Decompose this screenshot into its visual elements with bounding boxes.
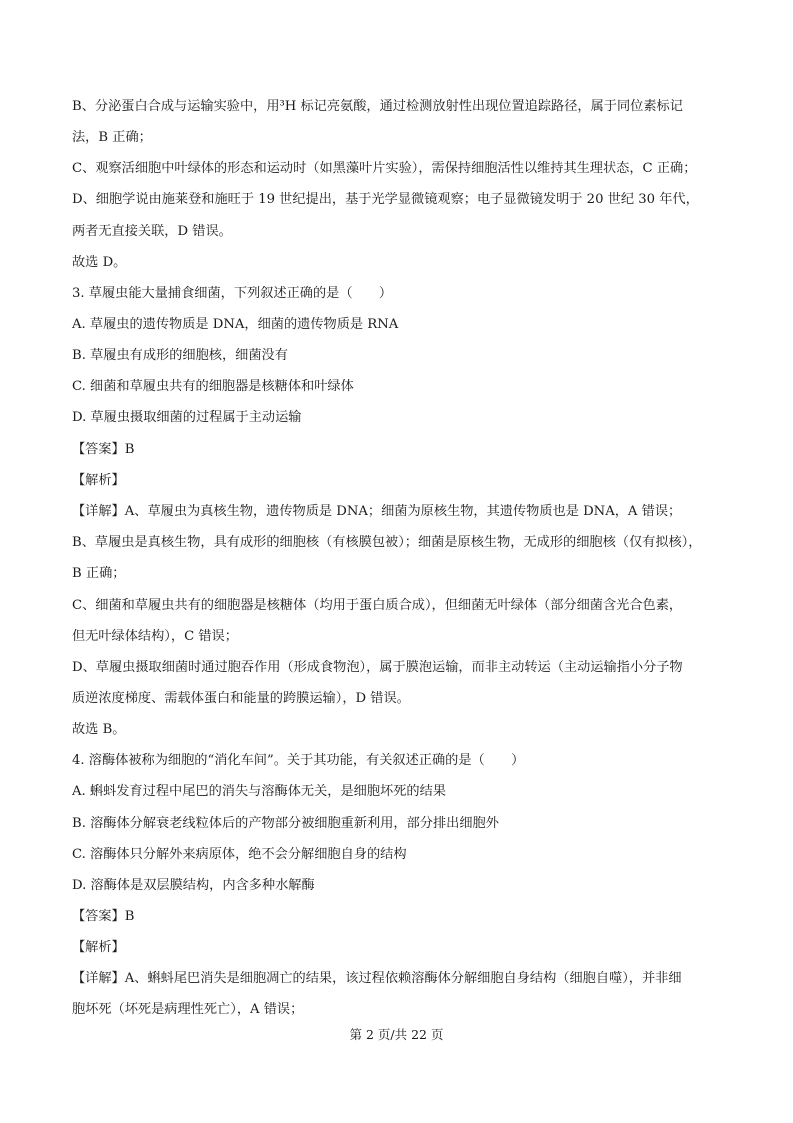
- text-line: C. 溶酶体只分解外来病原体，绝不会分解细胞自身的结构: [72, 847, 407, 862]
- text-line: 4. 溶酶体被称为细胞的“消化车间”。关于其功能，有关叙述正确的是（ ）: [72, 753, 525, 768]
- text-line: A. 草履虫的遗传物质是 DNA，细菌的遗传物质是 RNA: [72, 317, 399, 332]
- text-line: B. 草履虫有成形的细胞核，细菌没有: [72, 348, 288, 363]
- text-line: B、草履虫是真核生物，具有成形的细胞核（有核膜包被）；细菌是原核生物，无成形的细胞核（仅有拟核），: [72, 535, 702, 550]
- text-line: B. 溶酶体分解衰老线粒体后的产物部分被细胞重新利用，部分排出细胞外: [72, 816, 499, 831]
- text-line: 【详解】A、草履虫为真核生物，遗传物质是 DNA；细菌为原核生物，其遗传物质也是 DNA，A 错误；: [72, 504, 682, 519]
- text-line: A. 蝌蚪发育过程中尾巴的消失与溶酶体无关，是细胞坏死的结果: [72, 784, 446, 799]
- text-line: 【答案】B: [72, 909, 135, 924]
- text-line: 3. 草履虫能大量捕食细菌，下列叙述正确的是（ ）: [72, 286, 393, 301]
- text-line: 【答案】B: [72, 442, 135, 457]
- text-line: 但无叶绿体结构），C 错误；: [72, 629, 238, 644]
- text-line: D. 草履虫摄取细菌的过程属于主动运输: [72, 410, 302, 425]
- text-line: 【解析】: [72, 473, 125, 488]
- text-line: C、观察活细胞中叶绿体的形态和运动时（如黑藻叶片实验），需保持细胞活性以维持其生理状态，C 正确；: [72, 161, 697, 176]
- text-line: 胞坏死（坏死是病理性死亡），A 错误；: [72, 1002, 304, 1017]
- text-line: 质逆浓度梯度、需载体蛋白和能量的跨膜运输），D 错误。: [72, 691, 410, 706]
- text-line: 故选 B。: [72, 722, 126, 737]
- text-line: B、分泌蛋白合成与运输实验中，用³H 标记亮氨酸，通过检测放射性出现位置追踪路径，属于同位素标记: [72, 99, 683, 114]
- page-footer: 第 2 页/共 22 页: [349, 1027, 444, 1042]
- text-line: D、草履虫摄取细菌时通过胞吞作用（形成食物泡），属于膜泡运输，而非主动转运（主动运输指小分子物: [72, 660, 683, 675]
- text-line: C. 细菌和草履虫共有的细胞器是核糖体和叶绿体: [72, 379, 354, 394]
- text-line: 【详解】A、蝌蚪尾巴消失是细胞凋亡的结果，该过程依赖溶酶体分解细胞自身结构（细胞自噬），并非细: [72, 971, 682, 986]
- text-line: 【解析】: [72, 940, 125, 955]
- text-line: C、细菌和草履虫共有的细胞器是核糖体（均用于蛋白质合成），但细菌无叶绿体（部分细菌含光合色素，: [72, 598, 683, 613]
- text-line: 故选 D。: [72, 255, 127, 270]
- text-line: 两者无直接关联，D 错误。: [72, 224, 232, 239]
- text-line: 法，B 正确；: [72, 130, 152, 145]
- text-line: D. 溶酶体是双层膜结构，内含多种水解酶: [72, 878, 315, 893]
- text-line: D、细胞学说由施莱登和施旺于 19 世纪提出，基于光学显微镜观察；电子显微镜发明于 20 世纪 30 年代，: [72, 192, 699, 207]
- text-line: B 正确；: [72, 566, 126, 581]
